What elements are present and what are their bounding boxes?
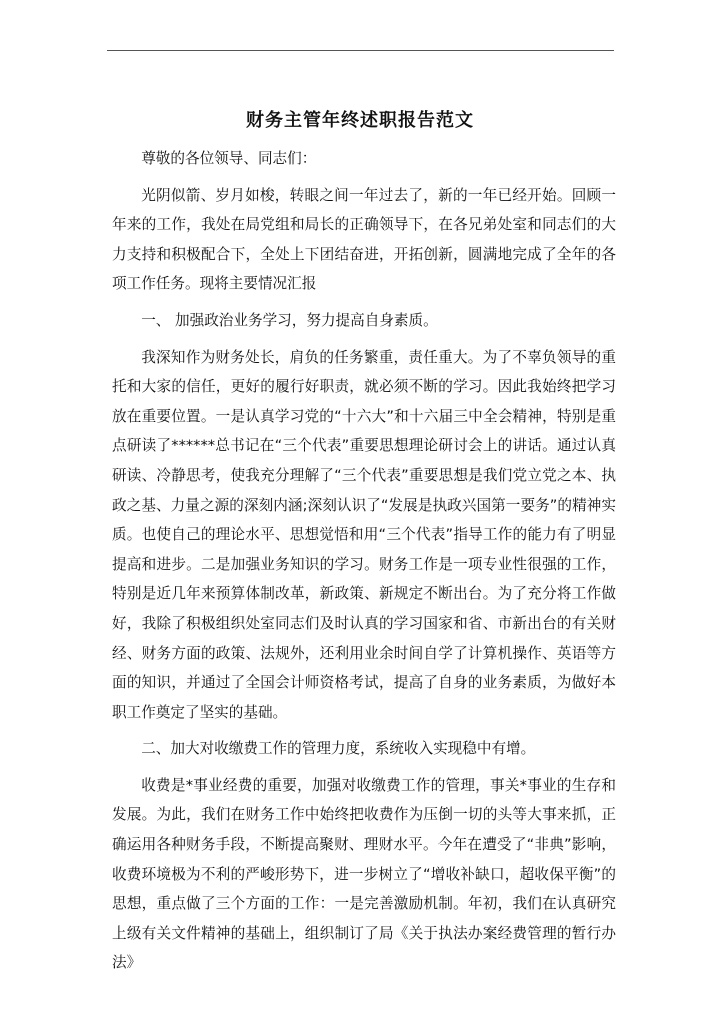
- header-rule: [107, 50, 614, 51]
- greeting: 尊敬的各位领导、同志们：: [141, 150, 317, 167]
- paragraph-study: 我深知作为财务处长，肩负的任务繁重，责任重大。为了不辜负领导的重托和大家的信任，更好的履行好职责，就必须不断的学习。因此我始终把学习放在重要位置。一是认真学习党的“十六大”和十六届三中全会精神，特别是重点研读了******总书记在“三个代表”重要思想理论研讨会上的讲话。通过认真研读、冷静思考，使我充分理解了“三个代表”重要思想是我们党立党之本、执政之基、力量之源的深刻内涵;深刻认识了“发展是执政兴国第一要务”的精神实质。也使自己的理论水平、思想觉悟和用“三个代表”指导工作的能力有了明显提高和进步。二是加强业务知识的学习。财务工作是一项专业性很强的工作，特别是近几年来预算体制改革，新政策、新规定不断出台。为了充分将工作做好，我除了积极组织处室同志们及时认真的学习国家和省、市新出台的有关财经、财务方面的政策、法规外，还利用业余时间自学了计算机操作、英语等方面的知识，并通过了全国会计师资格考试，提高了自身的业务素质，为做好本职工作奠定了坚实的基础。: [112, 348, 616, 721]
- paragraph-intro: 光阴似箭、岁月如梭，转眼之间一年过去了，新的一年已经开始。回顾一年来的工作，我处在局党组和局长的正确领导下，在各兄弟处室和同志们的大力支持和积极配合下，全处上下团结奋进，开拓创新，圆满地完成了全年的各项工作任务。现将主要情况汇报: [112, 186, 616, 293]
- section-heading-1: 一、 加强政治业务学习，努力提高自身素质。: [141, 311, 438, 329]
- paragraph-fees: 收费是*事业经费的重要，加强对收缴费工作的管理，事关*事业的生存和发展。为此，我们在财务工作中始终把收费作为压倒一切的头等大事来抓，正确运用各种财务手段，不断提高聚财、理财水平。今年在遭受了“非典”影响，收费环境极为不利的严峻形势下，进一步树立了“增收补缺口，超收保平衡”的思想，重点做了三个方面的工作：一是完善激励机制。年初，我们在认真研究上级有关文件精神的基础上，组织制订了局《关于执法办案经费管理的暂行办法》: [112, 776, 616, 972]
- document-body: [112, 144, 616, 985]
- document-title: 财务主管年终述职报告范文: [246, 110, 474, 131]
- section-heading-2: 二、加大对收缴费工作的管理力度，系统收入实现稳中有增。: [141, 740, 536, 758]
